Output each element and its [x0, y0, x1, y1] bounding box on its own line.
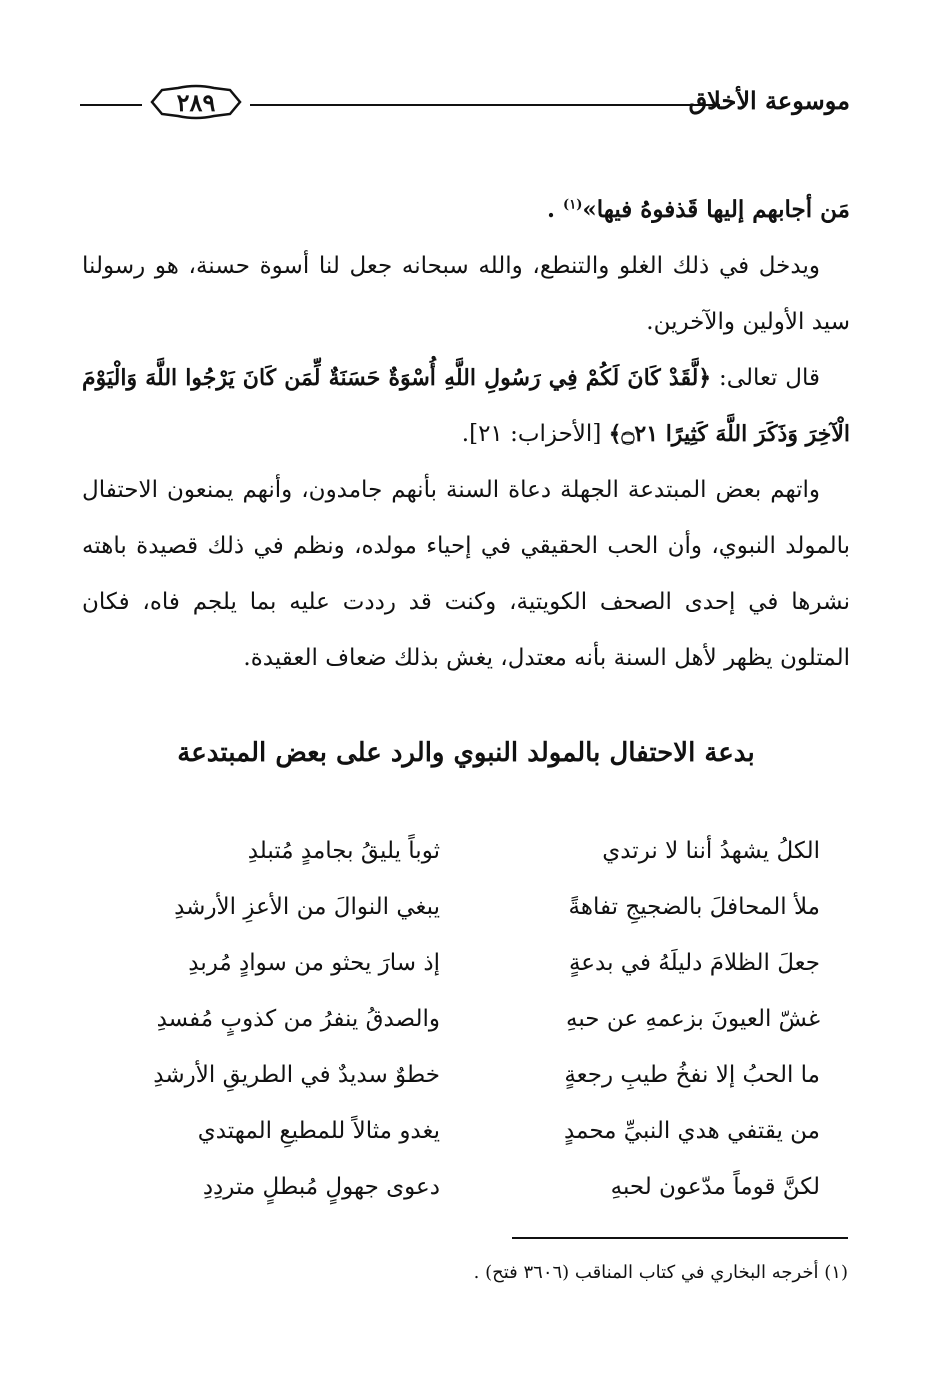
quote-text: مَن أجابهم إليها قَذفوهُ فيها» — [582, 196, 850, 223]
hemistich-first: من يقتفي هدي النبيِّ محمدٍ — [563, 1118, 820, 1144]
hemistich-second: يبغي النوالَ من الأعزِ الأرشدِ — [174, 894, 440, 920]
verse-reference: [الأحزاب: ٢١]. — [461, 421, 609, 447]
punctuation: . — [547, 196, 564, 223]
body-text — [82, 182, 850, 686]
section-title: بدعة الاحتفال بالمولد النبوي والرد على بعض المبتدعة — [177, 738, 755, 768]
paragraph — [82, 182, 850, 238]
hemistich-second: يغدو مثالاً للمطيعِ المهتدي — [197, 1118, 440, 1144]
paragraph: واتهم بعض المبتدعة الجهلة دعاة السنة بأنهم جامدون، وأنهم يمنعون الاحتفال بالمولد النبوي، وأن الحب الحقيقي في إحياء مولده، ونظم في ذلك قصيدة باهته نشرها في إحدى الصحف الكويتية، وكنت قد رددت عليه بما يلجم فاه، فكان المتلون يظهر لأهل السنة بأنه معتدل، يغش بذلك ضعاف العقيدة. — [82, 477, 850, 671]
paragraph: ويدخل في ذلك الغلو والتنطع، والله سبحانه جعل لنا أسوة حسنة، هو رسولنا سيد الأولين والآخرين. — [82, 253, 850, 335]
poem-line — [100, 950, 820, 1006]
hemistich-second: دعوى جهولٍ مُبطلٍ متردِدِ — [202, 1174, 440, 1200]
hemistich-first: غشّ العيونَ بزعمهِ عن حبهِ — [566, 1006, 820, 1032]
hemistich-first: جعلَ الظلامَ دليلَهُ في بدعةٍ — [568, 950, 820, 976]
page-number-ornament — [144, 84, 248, 120]
header-rule — [250, 104, 720, 106]
hemistich-first: الكلُ يشهدُ أننا لا نرتدي — [602, 838, 820, 864]
page-number: ٢٨٩ — [176, 88, 216, 117]
footnote-divider — [512, 1237, 848, 1239]
hemistich-second: والصدقُ ينفرُ من كذوبٍ مُفسدِ — [156, 1006, 440, 1032]
poem-line — [100, 1006, 820, 1062]
hemistich-second: خطوٌ سديدٌ في الطريقِ الأرشدِ — [153, 1062, 440, 1088]
poem — [100, 838, 820, 1230]
page-header — [80, 82, 850, 122]
poem-line — [100, 838, 820, 894]
paragraph — [82, 350, 850, 462]
hemistich-second: إذ سارَ يحثو من سوادٍ مُربدِ — [188, 950, 440, 976]
footnote: (١) أخرجه البخاري في كتاب المناقب (٣٦٠٦ فتح) . — [473, 1262, 848, 1283]
quran-verse: ﴿لَّقَدْ كَانَ لَكُمْ فِي رَسُولِ اللَّهِ أُسْوَةٌ حَسَنَةٌ لِّمَن كَانَ يَرْجُوا اللَّهَ وَالْيَوْمَ الْآخِرَ وَذَكَرَ اللَّهَ كَثِيرًا ۝٢١﴾ — [82, 365, 850, 447]
header-rule — [80, 104, 142, 106]
poem-line — [100, 1118, 820, 1174]
hemistich-first: لكنَّ قوماً مدّعون لحبهِ — [610, 1174, 820, 1200]
poem-line — [100, 1174, 820, 1230]
hemistich-second: ثوباً يليقُ بجامدٍ مُتبلدِ — [247, 838, 440, 864]
hemistich-first: ملأ المحافلَ بالضجيجِ تفاهةً — [568, 894, 820, 920]
verse-intro: قال تعالى: — [711, 365, 820, 391]
poem-line — [100, 894, 820, 950]
poem-line — [100, 1062, 820, 1118]
hemistich-first: ما الحبُ إلا نفخُ طيبِ رجعةٍ — [564, 1062, 820, 1088]
footnote-ref: (١) — [563, 197, 583, 213]
book-title: موسوعة الأخلاق — [688, 86, 850, 115]
